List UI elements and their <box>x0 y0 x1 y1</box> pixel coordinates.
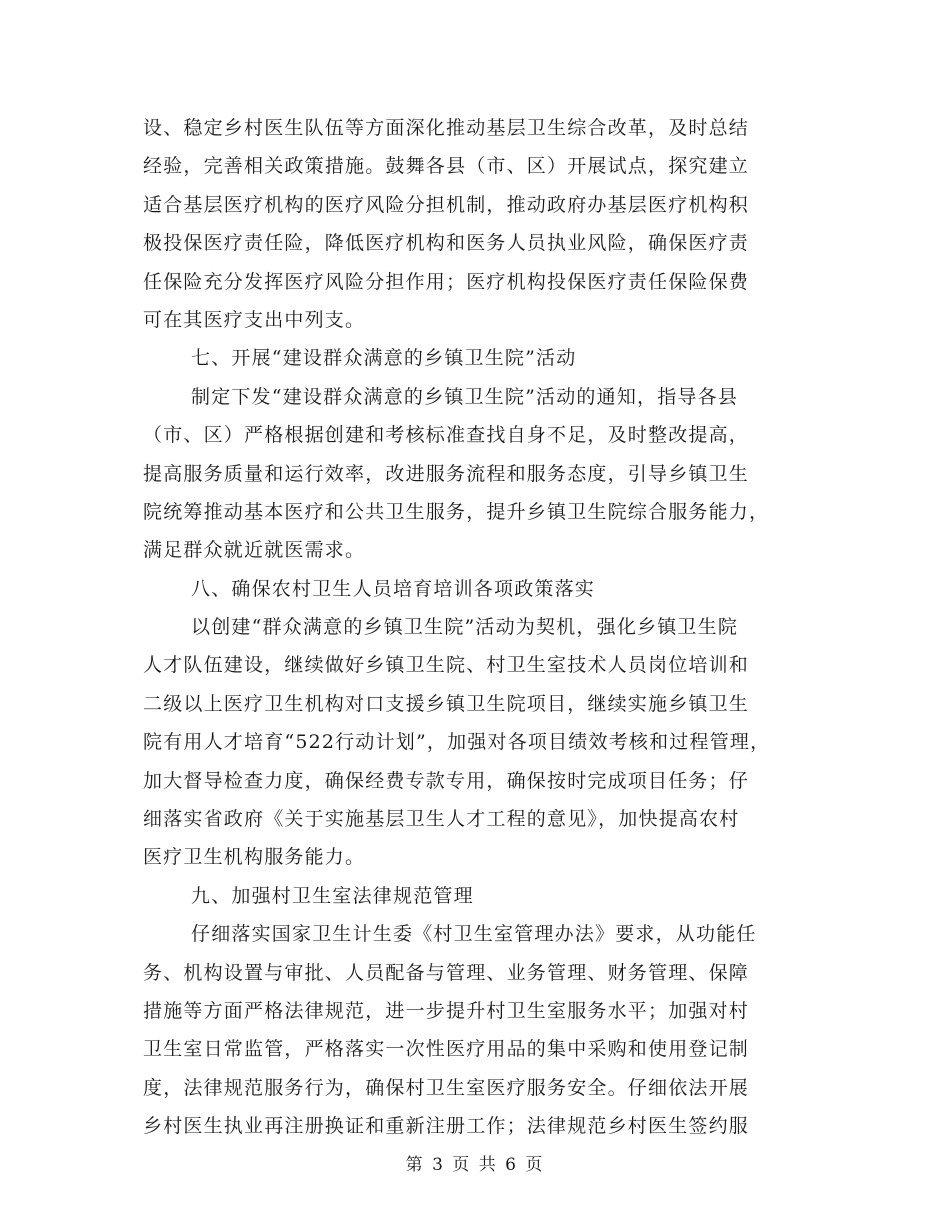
text-line: 仔细落实国家卫生计生委《村卫生室管理办法》要求，从功能任 <box>191 923 757 946</box>
page-number-footer: 第 3 页 共 6 页 <box>405 1155 545 1175</box>
section-heading: 七、开展“建设群众满意的乡镇卫生院”活动 <box>191 347 577 370</box>
text-line: 卫生室日常监管，严格落实一次性医疗用品的集中采购和使用登记制 <box>143 1038 750 1061</box>
text-line: 满足群众就近就医需求。 <box>143 539 366 562</box>
text-line: 加大督导检查力度，确保经费专款专用，确保按时完成项目任务；仔 <box>143 769 750 792</box>
text-line: （市、区）严格根据创建和考核标准查找自身不足，及时整改提高， <box>143 424 750 447</box>
text-line: 乡村医生执业再注册换证和重新注册工作；法律规范乡村医生签约服 <box>143 1115 750 1138</box>
text-line: 适合基层医疗机构的医疗风险分担机制，推动政府办基层医疗机构积 <box>143 193 750 216</box>
text-line: 经验，完善相关政策措施。鼓舞各县（市、区）开展试点，探究建立 <box>143 155 750 178</box>
text-line: 可在其医疗支出中列支。 <box>143 308 366 331</box>
text-line: 制定下发“建设群众满意的乡镇卫生院”活动的通知，指导各县 <box>191 385 739 408</box>
text-line: 设、稳定乡村医生队伍等方面深化推动基层卫生综合改革，及时总结 <box>143 117 750 139</box>
text-line: 提高服务质量和运行效率，改进服务流程和服务态度，引导乡镇卫生 <box>143 462 750 485</box>
text-line: 院有用人才培育“522行动计划”，加强对各项目绩效考核和过程管理， <box>143 731 771 754</box>
text-line: 二级以上医疗卫生机构对口支援乡镇卫生院项目，继续实施乡镇卫生 <box>143 692 750 715</box>
section-heading: 九、加强村卫生室法律规范管理 <box>191 884 474 907</box>
text-line: 务、机构设置与审批、人员配备与管理、业务管理、财务管理、保障 <box>143 961 750 984</box>
text-line: 院统筹推动基本医疗和公共卫生服务，提升乡镇卫生院综合服务能力， <box>143 500 770 523</box>
text-line: 细落实省政府《关于实施基层卫生人才工程的意见》，加快提高农村 <box>143 808 740 831</box>
text-line: 以创建“群众满意的乡镇卫生院”活动为契机，强化乡镇卫生院 <box>191 616 739 639</box>
body-text <box>143 109 823 1146</box>
text-line: 人才队伍建设，继续做好乡镇卫生院、村卫生室技术人员岗位培训和 <box>143 654 750 677</box>
text-line: 任保险充分发挥医疗风险分担作用；医疗机构投保医疗责任保险保费 <box>143 270 750 293</box>
text-line: 措施等方面严格法律规范，进一步提升村卫生室服务水平；加强对村 <box>143 999 750 1022</box>
text-line: 医疗卫生机构服务能力。 <box>143 846 366 869</box>
text-line: 极投保医疗责任险，降低医疗机构和医务人员执业风险，确保医疗责 <box>143 232 750 255</box>
section-heading: 八、确保农村卫生人员培育培训各项政策落实 <box>191 577 596 600</box>
text-line: 度，法律规范服务行为，确保村卫生室医疗服务安全。仔细依法开展 <box>143 1076 750 1099</box>
